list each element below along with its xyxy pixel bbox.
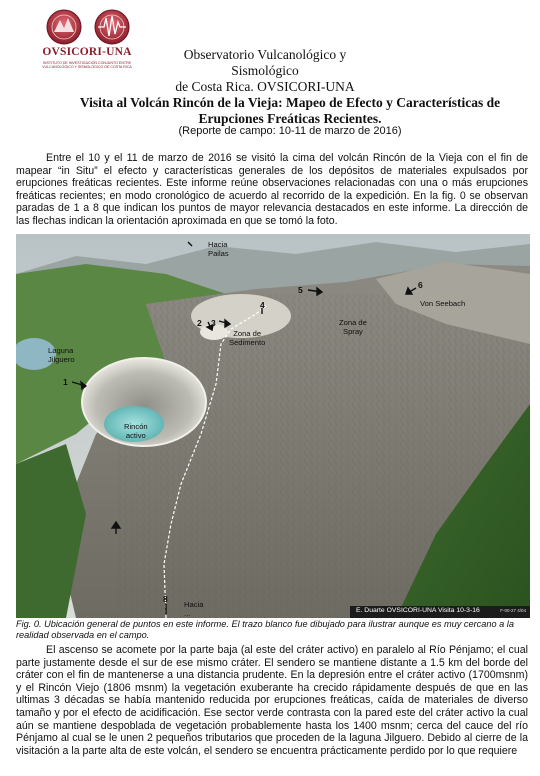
logo-subtitle-line1: INSTITUTO DE INVESTIGACIÓN CONJUNTO ENTRE bbox=[42, 61, 132, 65]
stop-number-2: 2 bbox=[197, 318, 202, 328]
volcano-aerial-photo bbox=[16, 234, 530, 618]
title-line-2: Erupciones Freáticas Recientes. bbox=[198, 111, 382, 126]
label-von-seebach: Von Seebach bbox=[420, 299, 466, 308]
photo-credit: E. Duarte OVSICORI-UNA Visita 10-3-16 bbox=[356, 607, 480, 614]
label-rincon-line2: activo bbox=[125, 431, 146, 440]
label-zona-spray bbox=[339, 318, 367, 336]
report-dates: (Reporte de campo: 10-11 de marzo de 2016) bbox=[178, 125, 402, 137]
stop-number-1: 1 bbox=[63, 377, 68, 387]
label-laguna-line2: Jilguero bbox=[48, 355, 75, 364]
logo-name: OVSICORI-UNA bbox=[42, 46, 132, 58]
label-zona-spray-line2: Spray bbox=[343, 327, 363, 336]
label-laguna-jilguero bbox=[48, 346, 75, 364]
label-rincon-activo bbox=[124, 422, 148, 440]
title-line-1: Visita al Volcán Rincón de la Vieja: Mapeo de Efecto y Características de bbox=[79, 95, 501, 110]
stop-number-8: 8 bbox=[163, 594, 168, 604]
label-zona-sedimento-line1: Zona de bbox=[233, 329, 262, 338]
intro-paragraph: Entre el 10 y el 11 de marzo de 2016 se visitó la cima del volcán Rincón de la Vieja con el fin de mapear “in Situ” el efecto y características generales de los depósitos de materiales expulsados por erupciones freáticas recientes. Este informe reúne observaciones relacionadas con una o más erupciones freáticas recientes; en modo cronológico de acuerdo al recorrido de la expedición. En la fig. 0 se observan paradas de 1 a 8 que indican los puntos de mayor relevancia destacados en este informe. La dirección de las flechas indican la orientación aproximada en que se tomó la foto. bbox=[16, 152, 528, 227]
label-hacia-pailas-line2: Pailas bbox=[208, 249, 229, 258]
label-hacia-bottom-line2: ... bbox=[184, 609, 191, 618]
organization-header bbox=[150, 47, 380, 95]
logo-subtitle bbox=[32, 61, 142, 70]
stop-number-4: 4 bbox=[260, 300, 265, 310]
label-rincon-line1: Rincón bbox=[124, 422, 148, 431]
label-hacia-pailas-line1: Hacia bbox=[208, 240, 228, 249]
stop-number-3: 3 bbox=[211, 318, 216, 328]
figure-caption: Fig. 0. Ubicación general de puntos en este informe. El trazo blanco fue dibujado para ilustrar aunque es muy cercano a la realidad observada en el campo. bbox=[16, 619, 514, 640]
ovsicori-logo bbox=[32, 6, 142, 76]
document-title bbox=[40, 95, 540, 127]
org-line-1: Observatorio Vulcanológico y Sismológico bbox=[183, 47, 347, 78]
label-zona-sedimento-line2: Sedimento bbox=[229, 338, 266, 347]
label-hacia-bottom bbox=[184, 600, 203, 618]
label-hacia-pailas bbox=[208, 240, 229, 258]
stop-number-5: 5 bbox=[298, 285, 303, 295]
label-laguna-line1: Laguna bbox=[48, 346, 74, 355]
label-zona-spray-line1: Zona de bbox=[339, 318, 367, 327]
photo-credit-bar bbox=[350, 606, 530, 618]
logo-subtitle-line2: VULCANOLÓGICO Y SISMOLÓGICO DE COSTA RICA bbox=[42, 65, 132, 70]
volcano-illustration bbox=[16, 234, 530, 618]
stop-number-6: 6 bbox=[418, 280, 423, 290]
seismograph-logo-icon bbox=[42, 8, 142, 46]
photo-code: F-00-27 4/04 bbox=[500, 608, 526, 613]
org-line-2: de Costa Rica. OVSICORI-UNA bbox=[175, 79, 355, 94]
label-hacia-bottom-line1: Hacia bbox=[184, 600, 204, 609]
body-paragraph: El ascenso se acomete por la parte baja (al este del cráter activo) en paralelo al Río Pénjamo; el cual parte justamente desde el sur de ese mismo cráter. El sendero se mantiene distante a 1.5 km del borde del cráter con el fin de mantenerse a una distancia prudente. En la depresión entre el cráter activo (1700msnm) y el Rincón Viejo (1806 msnm) la vegetación exuberante ha crecido rápidamente después de que en las ultimas 3 décadas se había mantenido reducida por erupciones freáticas, caída de materiales de diverso tamaño y por el efecto de acidificación. Ese sector verde contrasta con la pared este del cráter activo la cual aún se mantiene despoblada de vegetación probablemente hasta los 1400 msnm; cerca del cauce del río Pénjamo al cual se le unen 2 pequeños tributarios que proceden de la laguna Jilguero. Debido al cierre de la visitación a la parte alta de este volcán, el sendero se encuentra prácticamente perdido por lo que requiere bbox=[16, 644, 528, 757]
label-zona-sedimento bbox=[229, 329, 265, 347]
